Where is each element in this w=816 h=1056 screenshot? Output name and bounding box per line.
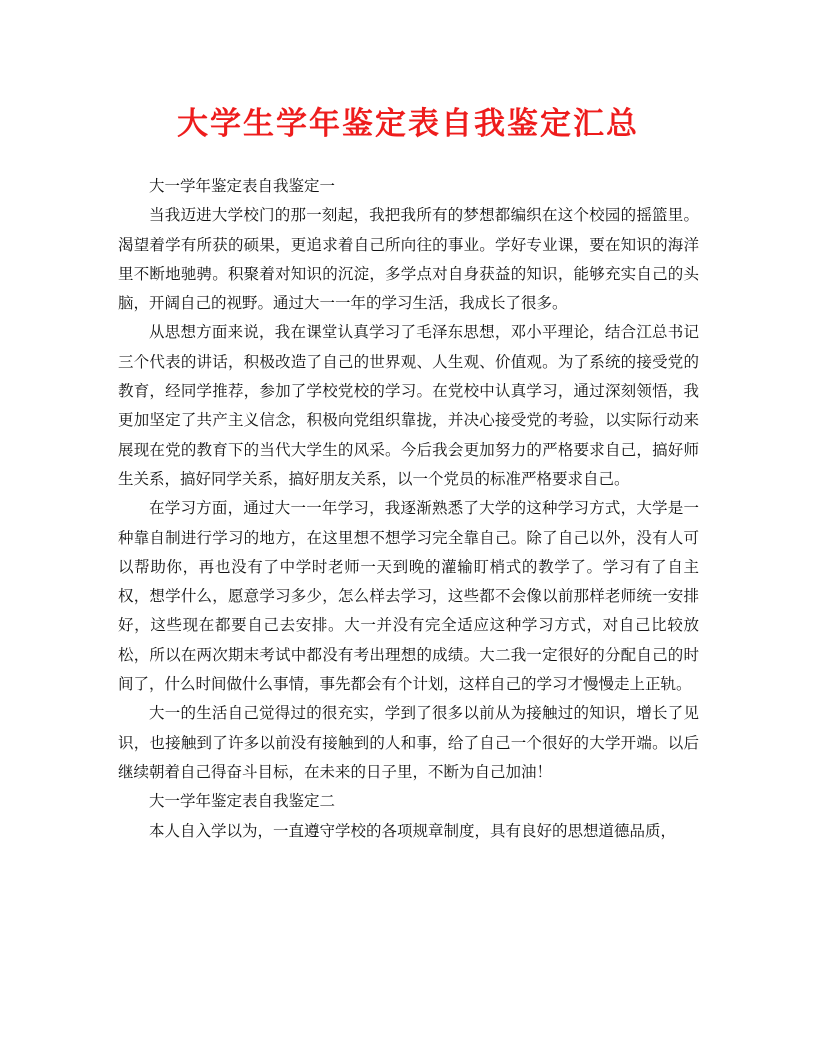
body-paragraph: 本人自入学以为，一直遵守学校的各项规章制度，具有良好的思想道德品质，	[149, 821, 677, 840]
body-paragraph: 大一的生活自己觉得过的很充实，学到了很多以前从为接触过的知识，增长了见识，也接触到了许多以前没有接触到的人和事，给了自己一个很好的大学开端。以后继续朝着自己得奋斗目标，在未来的日子里，不断为自己加油！	[118, 704, 699, 781]
body-paragraph: 当我迈进大学校门的那一刻起，我把我所有的梦想都编织在这个校园的摇篮里。渴望着学有所获的硕果，更追求着自己所向往的事业。学好专业课，要在知识的海洋里不断地驰骋。积聚着对知识的沉淀，多学点对自身获益的知识，能够充实自己的头脑，开阔自己的视野。通过大一一年的学习生活，我成长了很多。	[118, 206, 699, 313]
section-heading: 大一学年鉴定表自我鉴定一	[149, 177, 336, 195]
section-heading: 大一学年鉴定表自我鉴定二	[149, 792, 336, 811]
document-body	[118, 172, 699, 846]
document-title: 大学生学年鉴定表自我鉴定汇总	[177, 106, 639, 142]
body-paragraph: 从思想方面来说，我在课堂认真学习了毛泽东思想，邓小平理论，结合江总书记三个代表的讲话，积极改造了自己的世界观、人生观、价值观。为了系统的接受党的教育，经同学推荐，参加了学校党校的学习。在党校中认真学习，通过深刻领悟，我更加坚定了共产主义信念，积极向党组织靠拢，并决心接受党的考验，以实际行动来展现在党的教育下的当代大学生的风采。今后我会更加努力的严格要求自己，搞好师生关系，搞好同学关系，搞好朋友关系，以一个党员的标准严格要求自己。	[118, 323, 699, 488]
body-paragraph: 在学习方面，通过大一一年学习，我逐渐熟悉了大学的这种学习方式，大学是一种靠自制进行学习的地方，在这里想不想学习完全靠自己。除了自己以外，没有人可以帮助你，再也没有了中学时老师一天到晚的灌输盯梢式的教学了。学习有了自主权，想学什么，愿意学习多少，怎么样去学习，这些都不会像以前那样老师统一安排好，这些现在都要自己去安排。大一并没有完全适应这种学习方式，对自己比较放松，所以在两次期末考试中都没有考出理想的成绩。大二我一定很好的分配自己的时间了，什么时间做什么事情，事先都会有个计划，这样自己的学习才慢慢走上正轨。	[118, 499, 699, 694]
